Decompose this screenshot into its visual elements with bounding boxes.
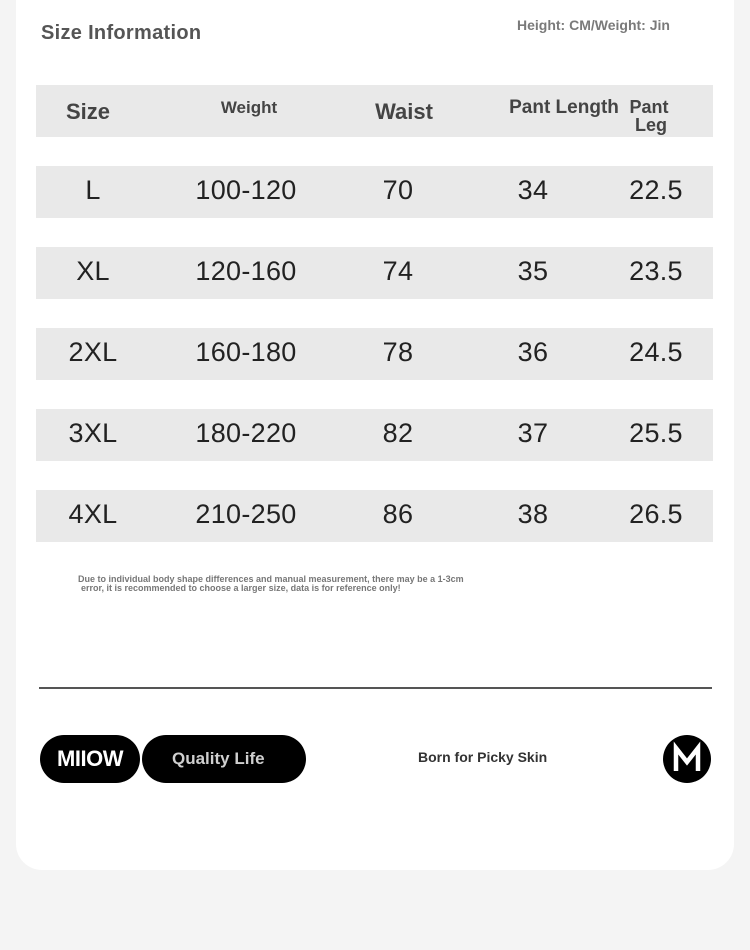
cell-pant-leg: 26.5 <box>629 499 683 529</box>
cell-waist: 70 <box>382 175 414 205</box>
table-row <box>36 409 713 461</box>
col-size: Size <box>65 99 111 124</box>
col-pant-leg-line2: Leg <box>634 115 668 135</box>
cell-pant-leg: 25.5 <box>629 418 683 448</box>
slogan: Born for Picky Skin <box>418 749 548 765</box>
m-logo-icon <box>663 735 711 783</box>
cell-size: 4XL <box>68 499 118 529</box>
cell-weight: 160-180 <box>195 337 297 367</box>
cell-weight: 120-160 <box>195 256 297 286</box>
cell-size: L <box>85 175 101 205</box>
cell-weight: 210-250 <box>195 499 297 529</box>
cell-waist: 74 <box>382 256 414 286</box>
brand-logo: MIIOW <box>40 735 140 783</box>
cell-pant-length: 36 <box>517 337 549 367</box>
page-title: Size Information <box>41 22 202 44</box>
cell-pant-length: 34 <box>517 175 549 205</box>
table-row <box>36 166 713 218</box>
unit-note: Height: CM/Weight: Jin <box>517 17 670 33</box>
col-weight: Weight <box>220 98 278 117</box>
cell-size: 3XL <box>68 418 118 448</box>
cell-waist: 78 <box>382 337 414 367</box>
cell-weight: 100-120 <box>195 175 297 205</box>
col-pant-leg-line1: Pant <box>629 97 669 117</box>
cell-waist: 86 <box>382 499 414 529</box>
table-header <box>36 85 713 137</box>
cell-size: XL <box>76 256 110 286</box>
measurement-note <box>78 575 464 593</box>
cell-weight: 180-220 <box>195 418 297 448</box>
m-logo-glyph <box>663 735 711 783</box>
cell-pant-length: 38 <box>517 499 549 529</box>
cell-size: 2XL <box>68 337 118 367</box>
table-row <box>36 247 713 299</box>
table-row <box>36 490 713 542</box>
cell-pant-leg: 24.5 <box>629 337 683 367</box>
divider <box>39 687 712 689</box>
cell-pant-leg: 23.5 <box>629 256 683 286</box>
note-line-1: Due to individual body shape differences and manual measurement, there may be a 1-3cm <box>78 574 464 584</box>
cell-pant-length: 37 <box>517 418 549 448</box>
note-line-2: error, it is recommended to choose a larger size, data is for reference only! <box>81 583 401 593</box>
table-row <box>36 328 713 380</box>
cell-pant-length: 35 <box>517 256 549 286</box>
cell-pant-leg: 22.5 <box>629 175 683 205</box>
tagline-pill: Quality Life <box>142 735 306 783</box>
col-pant-length: Pant Length <box>509 97 619 118</box>
col-waist: Waist <box>375 99 433 124</box>
cell-waist: 82 <box>382 418 414 448</box>
